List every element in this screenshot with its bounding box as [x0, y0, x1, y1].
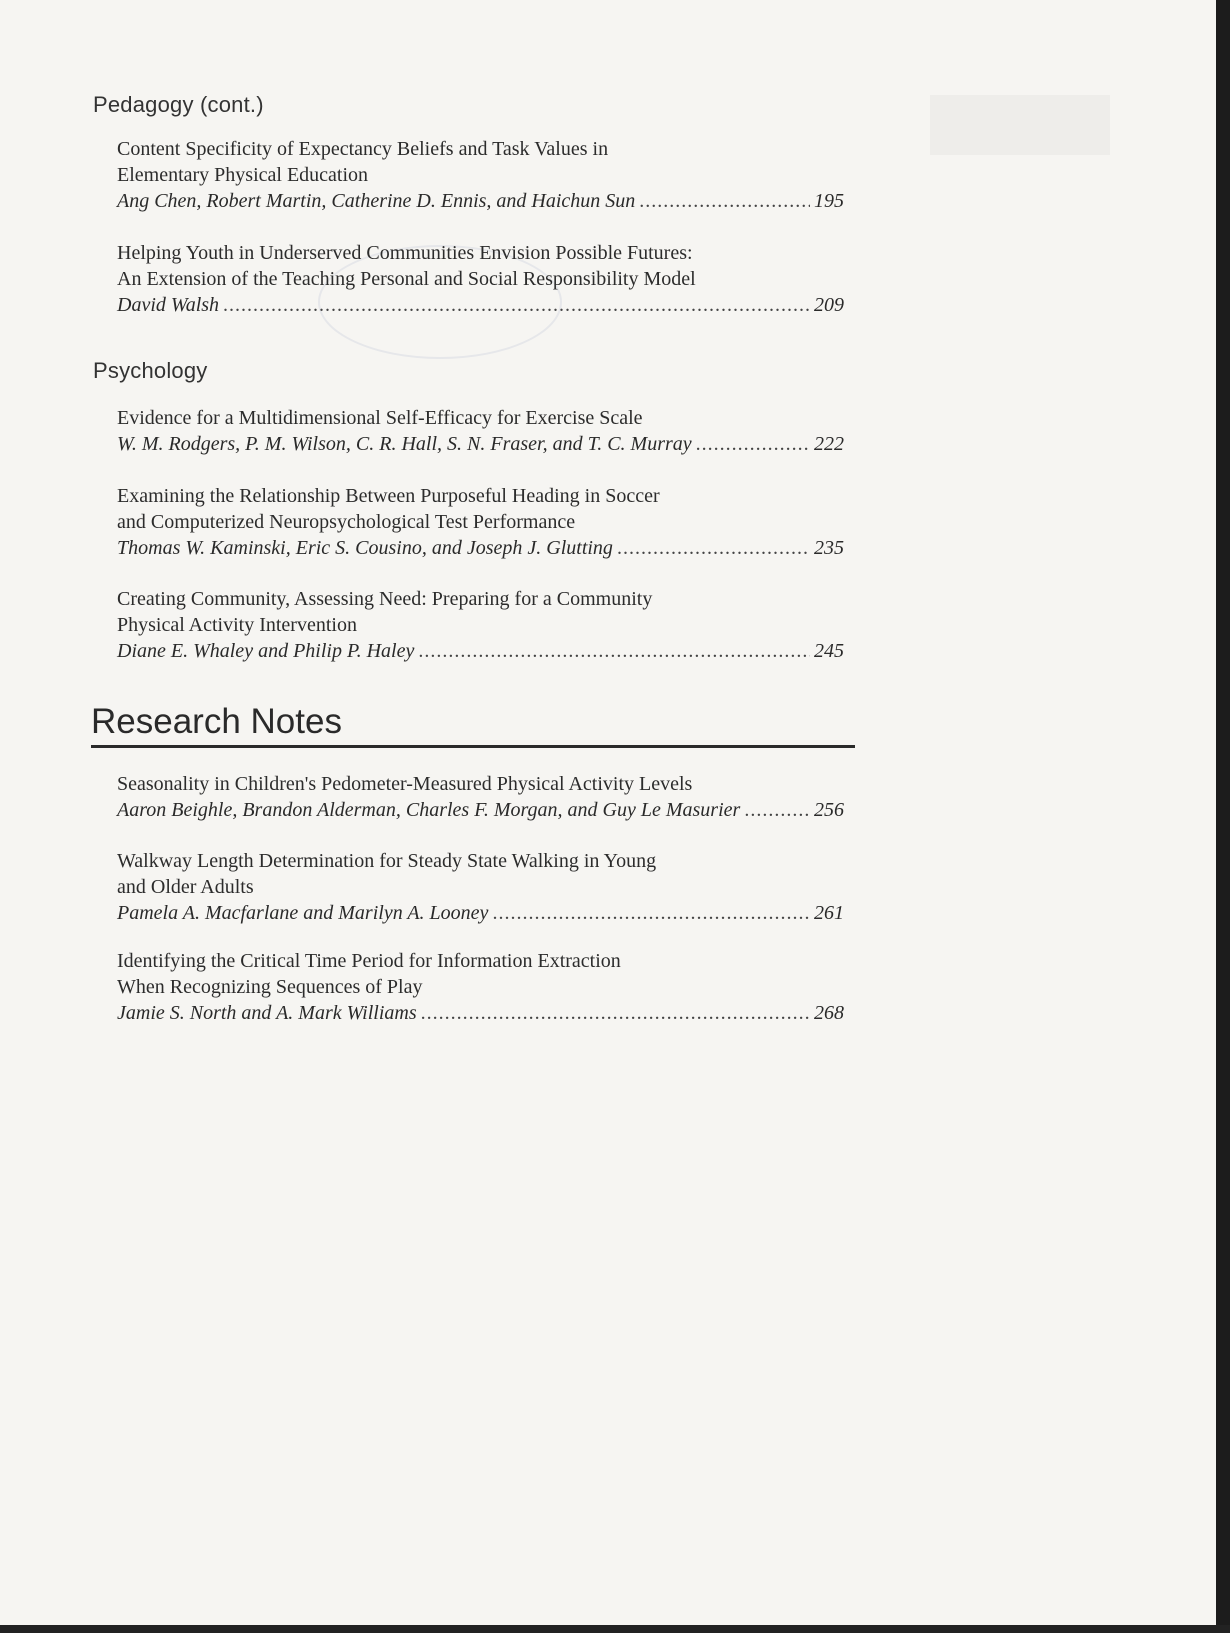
- entry-title: Examining the Relationship Between Purposeful Heading in Soccer: [117, 485, 660, 507]
- entry-page-number: 235: [814, 537, 844, 559]
- dot-leader: [639, 188, 810, 214]
- entry-page-number: 245: [814, 640, 844, 662]
- entry-page-number: 261: [814, 902, 844, 924]
- section-heading-pedagogy: Pedagogy (cont.): [93, 92, 264, 117]
- entry-title: An Extension of the Teaching Personal and Social Responsibility Model: [117, 268, 696, 290]
- dot-leader: [696, 431, 810, 457]
- page-bottom-edge: [0, 1625, 1230, 1633]
- entry-page-number: 222: [814, 433, 844, 455]
- entry-authors: David Walsh: [117, 294, 220, 316]
- entry-title: When Recognizing Sequences of Play: [117, 976, 423, 998]
- entry-page-number: 268: [814, 1002, 844, 1024]
- toc-entry: [117, 848, 844, 926]
- dot-leader: [492, 900, 810, 926]
- toc-entry: [117, 771, 844, 823]
- dot-leader: [617, 535, 810, 561]
- entry-author-line: [117, 535, 844, 561]
- entry-author-line: [117, 292, 844, 318]
- dot-leader: [418, 638, 810, 664]
- entry-page-number: 209: [814, 294, 844, 316]
- section-heading-psychology: Psychology: [93, 358, 208, 383]
- entry-title: and Older Adults: [117, 876, 254, 898]
- toc-entry: [117, 405, 844, 457]
- entry-title: Evidence for a Multidimensional Self-Efficacy for Exercise Scale: [117, 407, 643, 429]
- toc-entry: [117, 136, 844, 214]
- entry-author-line: [117, 638, 844, 664]
- entry-title: Creating Community, Assessing Need: Preparing for a Community: [117, 588, 653, 610]
- entry-authors: W. M. Rodgers, P. M. Wilson, C. R. Hall, S. N. Fraser, and T. C. Murray: [117, 433, 692, 455]
- page-binding-edge: [1216, 0, 1230, 1633]
- entry-author-line: [117, 797, 844, 823]
- dot-leader: [421, 1000, 810, 1026]
- entry-title: Content Specificity of Expectancy Beliefs and Task Values in: [117, 138, 609, 160]
- entry-title: Walkway Length Determination for Steady State Walking in Young: [117, 850, 657, 872]
- entry-title: Elementary Physical Education: [117, 164, 369, 186]
- dot-leader: [223, 292, 810, 318]
- entry-title: and Computerized Neuropsychological Test Performance: [117, 511, 576, 533]
- bleed-through-block: [930, 95, 1110, 155]
- entry-authors: Thomas W. Kaminski, Eric S. Cousino, and Joseph J. Glutting: [117, 537, 613, 559]
- entry-page-number: 256: [814, 799, 844, 821]
- entry-title: Physical Activity Intervention: [117, 614, 357, 636]
- entry-authors: Diane E. Whaley and Philip P. Haley: [117, 640, 415, 662]
- section-heading-research-notes: Research Notes: [91, 702, 342, 741]
- entry-author-line: [117, 1000, 844, 1026]
- entry-title: Identifying the Critical Time Period for Information Extraction: [117, 950, 621, 972]
- entry-title: Helping Youth in Underserved Communities Envision Possible Futures:: [117, 242, 693, 264]
- entry-title: Seasonality in Children's Pedometer-Measured Physical Activity Levels: [117, 773, 693, 795]
- entry-authors: Pamela A. Macfarlane and Marilyn A. Looney: [117, 902, 489, 924]
- entry-page-number: 195: [814, 190, 844, 212]
- entry-authors: Aaron Beighle, Brandon Alderman, Charles F. Morgan, and Guy Le Masurier: [117, 799, 741, 821]
- dot-leader: [744, 797, 810, 823]
- entry-author-line: [117, 900, 844, 926]
- entry-authors: Jamie S. North and A. Mark Williams: [117, 1002, 417, 1024]
- toc-entry: [117, 483, 844, 561]
- entry-author-line: [117, 431, 844, 457]
- entry-author-line: [117, 188, 844, 214]
- entry-authors: Ang Chen, Robert Martin, Catherine D. Ennis, and Haichun Sun: [117, 190, 636, 212]
- toc-entry: [117, 586, 844, 664]
- toc-entry: [117, 240, 844, 318]
- heading-rule: [91, 745, 855, 748]
- toc-entry: [117, 948, 844, 1026]
